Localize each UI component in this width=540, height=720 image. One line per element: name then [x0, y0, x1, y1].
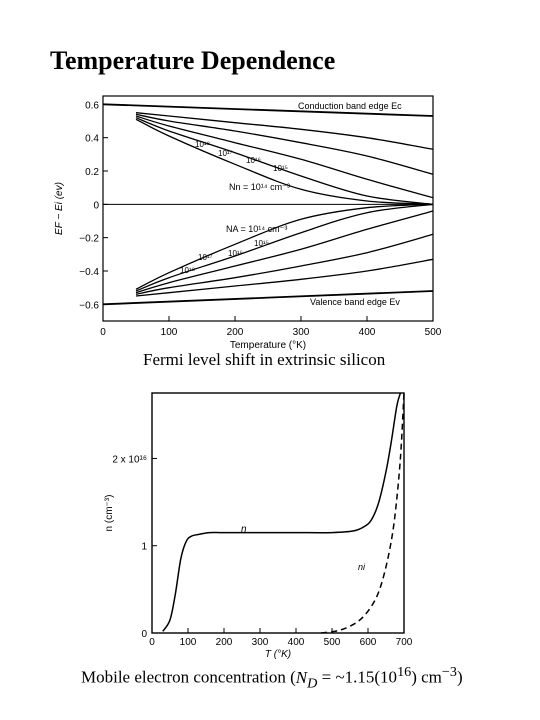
x-tick-label: 200: [226, 327, 244, 338]
y-axis-label: EF − Ei (ev): [54, 182, 65, 235]
y-tick-label: −0.6: [79, 300, 99, 312]
concentration-chart-caption: [81, 664, 463, 692]
caption-text-before: Mobile electron concentration (: [81, 667, 296, 687]
caption-text-close: ): [456, 667, 463, 687]
x-tick-label: 500: [424, 327, 442, 338]
x-axis-label: Temperature (°K): [229, 340, 307, 351]
x-tick-label: 300: [251, 637, 269, 648]
caption-exp: 16: [397, 664, 412, 680]
acceptor-curve: [136, 234, 433, 294]
acceptor-concentration-label: NA = 10¹⁴ cm⁻³: [226, 224, 288, 234]
donor-concentration-label: Nn = 10¹⁴ cm⁻³: [229, 182, 290, 192]
y-axis-label: n (cm⁻³): [104, 494, 115, 532]
y-tick-label: −0.2: [79, 233, 99, 245]
conduction-band-label: Conduction band edge Ec: [298, 101, 402, 111]
electron-concentration-chart: [0, 370, 540, 670]
intrinsic-concentration-curve: [321, 393, 404, 633]
x-tick-label: 300: [292, 327, 310, 338]
slide-title: Temperature Dependence: [50, 46, 336, 75]
y-tick-label: 0.4: [85, 133, 99, 145]
x-tick-label: 0: [149, 637, 155, 648]
y-tick-label: 0: [93, 200, 99, 212]
y-tick-label: −0.4: [79, 267, 99, 278]
x-tick-label: 700: [395, 637, 413, 648]
x-tick-label: 200: [215, 637, 233, 648]
x-tick-label: 400: [358, 327, 376, 338]
x-tick-label: 100: [179, 637, 197, 648]
acceptor-curve-label: 10¹⁷: [198, 253, 213, 262]
donor-curve-label: 10¹⁸: [195, 140, 210, 149]
donor-curve-label: 10¹⁵: [273, 164, 288, 173]
y-tick-label: 0.6: [85, 100, 99, 112]
caption-text-middle: = ~1.15(10: [317, 667, 398, 687]
electron-concentration-curve: [163, 393, 401, 631]
donor-curve-label: 10¹⁶: [246, 156, 261, 165]
donor-curve: [136, 113, 433, 150]
acceptor-curve-label: 10¹⁶: [228, 249, 243, 258]
x-axis-label: T (°K): [264, 649, 292, 660]
caption-nd: N: [295, 667, 308, 687]
x-tick-label: 500: [323, 637, 341, 648]
series-label-n: n: [241, 524, 247, 535]
donor-curve-label: 10¹⁷: [218, 149, 233, 158]
y-tick-label: 0.2: [85, 167, 99, 178]
y-tick-label: 1: [141, 541, 147, 553]
x-tick-label: 400: [287, 637, 305, 648]
caption-text-after: ) cm: [411, 667, 442, 687]
valence-band-label: Valence band edge Ev: [310, 297, 400, 307]
plot-frame: [152, 393, 404, 633]
y-tick-label: 2 x 10¹⁶: [112, 454, 147, 466]
acceptor-curve-label: 10¹⁸: [180, 266, 195, 275]
fermi-chart-caption: Fermi level shift in extrinsic silicon: [143, 350, 386, 369]
caption-unit-exp: −3: [441, 664, 457, 680]
caption-nd-sub: D: [307, 675, 318, 692]
acceptor-curve: [136, 259, 433, 296]
x-tick-label: 100: [160, 327, 178, 338]
acceptor-curve-label: 10¹⁵: [254, 239, 269, 248]
y-tick-label: 0: [141, 629, 147, 640]
x-tick-label: 600: [359, 637, 377, 648]
series-label-ni: ni: [358, 562, 366, 572]
x-tick-label: 0: [100, 327, 106, 338]
